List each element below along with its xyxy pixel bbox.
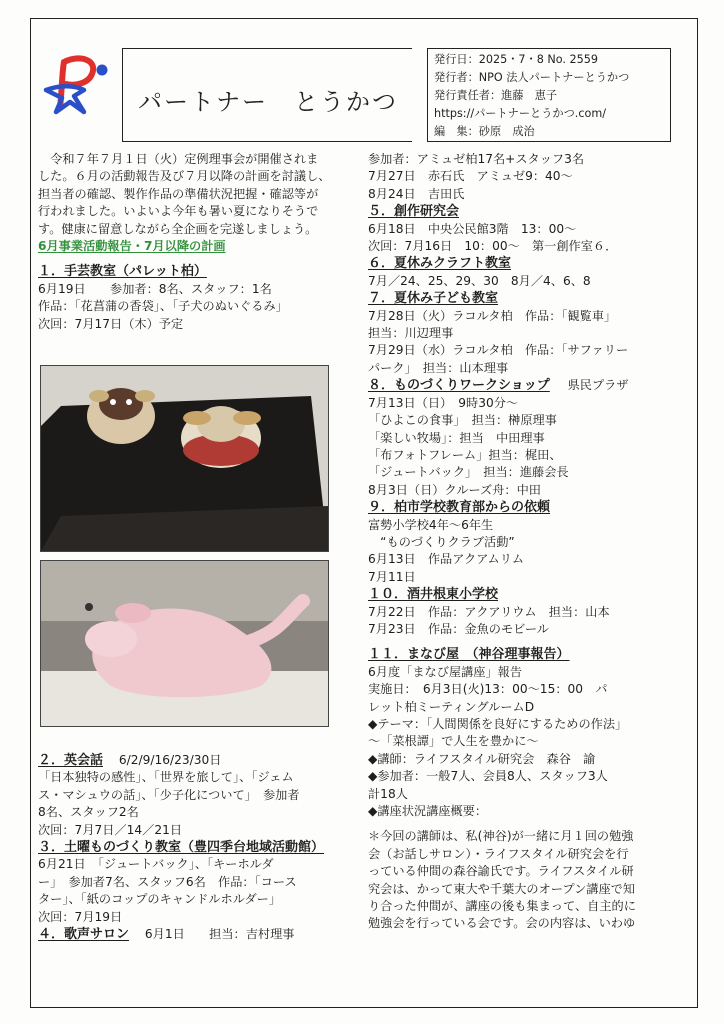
section-10-line: 7月22日 作品：アクアリウム 担当：山本 [368, 604, 610, 619]
section-11-line: 実施日： 6月3日(火)13：00～15：00 パ [368, 682, 608, 697]
section-10-heading: １０．酒井根東小学校 [368, 587, 499, 603]
section-8-line: 7月13日（日） 9時30分～ [368, 395, 519, 410]
website-url: https://パートナーとうかつ.com/ [434, 107, 607, 120]
section-1-line: 作品：「花菖蒲の香袋」、「子犬のぬいぐるみ」 [38, 299, 288, 314]
section-7-line: 7月28日（火）ラコルタ柏 作品：「観覧車」 [368, 308, 617, 323]
section-3-line: ター」、「紙のコップのキャンドルホルダー」 [38, 892, 282, 907]
section-8-line: 「楽しい牧場」：担当 中田理事 [368, 430, 545, 445]
left-column [38, 151, 356, 333]
section-3-line: 次回：7月19日 [38, 909, 123, 924]
section-11-line: ◆参加者：一般7人、会員8人、スタッフ3人 [368, 769, 608, 784]
continued-line: 8月24日 吉田氏 [368, 186, 465, 201]
right-column [368, 151, 668, 933]
section-11-line: レット柏ミーティングルームD [368, 699, 535, 714]
section-11-heading: １１．まなび屋 （神谷理事報告） [368, 647, 570, 663]
section-11-line: ◆講師：ライフスタイル研究会 森谷 諭 [368, 751, 596, 766]
section-8-line: 「ひよこの食事」 担当：榊原理事 [368, 413, 557, 428]
intro-line: 令和７年７月１日（火）定例理事会が開催されま [50, 152, 319, 166]
section-11-line: ～「菜根譚」で人生を豊かに～ [368, 734, 539, 749]
section-11-line: ◆講座状況講座概要： [368, 804, 488, 819]
section-3-heading: ３．土曜ものづくり教室（豊四季台地域活動館） [38, 840, 325, 856]
section-3-line: ー」 参加者7名、スタッフ6名 作品：「コース [38, 874, 297, 889]
section-9-line: 富勢小学校4年～6年生 [368, 517, 494, 532]
section-1-line: 次回：7月17日（木）予定 [38, 316, 184, 331]
section-8-heading: ８．ものづくりワークショップ [368, 378, 550, 394]
section-2-line: ス・マシュウの話」、「少子化について」 参加者 [38, 787, 300, 802]
partner-logo [40, 50, 118, 120]
editor: 編 集：砂原 成治 [434, 125, 535, 138]
note-line: り合った仲間が、講座の後も集まって、自主的に [368, 899, 636, 914]
section-8-line: 「布フォトフレーム」担当：梶田、 [368, 447, 562, 462]
section-8-place: 県民プラザ [567, 378, 629, 393]
intro-line: す。健康に留意しながら全企画を完遂しましょう。 [38, 221, 318, 236]
section-5-line: 6月18日 中央公民館3階 13：00～ [368, 221, 577, 236]
continued-line: 7月27日 赤石氏 アミュゼ9：40～ [368, 169, 573, 184]
note-line: っている仲間の森谷諭氏です。ライフスタイル研 [368, 864, 634, 879]
section-5-heading: ５．創作研究会 [368, 204, 460, 220]
section-6-line: 7月／24、25、29、30 8月／4、6、8 [368, 273, 591, 288]
note-line: ＊今回の講師は、私(神谷)が一緒に月１回の勉強 [368, 829, 634, 844]
note-line: 究会は、かって東大や千葉大のオープン講座で知 [368, 881, 636, 896]
section-5-line: 次回：7月16日 10：00～ 第一創作室６． [368, 239, 618, 254]
publication-info [427, 48, 671, 142]
section-7-line: パーク」 担当：山本理事 [368, 360, 509, 375]
section-10-line: 7月23日 作品：金魚のモビール [368, 621, 549, 636]
section-9-line: 7月11日 [368, 569, 416, 584]
section-3-line: 6月21日 「ジュートバック」、「キーホルダ [38, 857, 274, 872]
section-6-heading: ６．夏休みクラフト教室 [368, 256, 512, 272]
newsletter-title: パートナー とうかつ [138, 88, 398, 116]
section-1-heading: １．手芸教室（パレット柏） [38, 264, 207, 280]
section-11-line: 計18人 [368, 786, 408, 801]
responsible-person: 発行責任者：進藤 恵子 [434, 89, 558, 102]
section-7-heading: ７．夏休み子ども教室 [368, 291, 499, 307]
section-2-line: 「日本独特の感性」、「世界を旅して」、「ジェム [38, 770, 294, 785]
issue-date: 発行日：2025・7・8 No. 2559 [434, 53, 598, 66]
publisher: 発行者：NPO 法人パートナーとうかつ [434, 71, 630, 84]
section-11-line: 6月度「まなび屋講座」報告 [368, 664, 523, 679]
section-2-dates: 6/2/9/16/23/30日 [118, 753, 222, 767]
left-column-lower [38, 752, 356, 943]
section-1-line: 6月19日 参加者：8名、スタッフ：1名 [38, 281, 272, 296]
section-2-heading: ２．英会話 [38, 753, 104, 768]
section-8-line: 8月3日（日）クルーズ舟：中田 [368, 482, 541, 497]
section-7-line: 担当：川辺理事 [368, 326, 454, 341]
note-line: 勉強会を行っている会です。会の内容は、いわゆ [368, 916, 636, 931]
section-7-line: 7月29日（水）ラコルタ柏 作品：「サファリー [368, 343, 629, 358]
intro-line: 行われました。いよいよ今年も暑い夏になりそうで [38, 204, 319, 219]
section-4-heading: ４．歌声サロン [38, 927, 130, 943]
intro-line: した。６月の活動報告及び７月以降の計画を討議し、 [38, 169, 331, 184]
section-2-line: 8名、スタッフ2名 [38, 805, 139, 820]
craft-photo-pouches [40, 365, 329, 552]
continued-line: 参加者：アミュゼ柏17名+スタッフ3名 [368, 152, 585, 166]
intro-line: 担当者の確認、製作作品の準備状況把握・確認等が [38, 186, 319, 201]
section-9-line: 6月13日 作品アクアムリム [368, 552, 525, 567]
report-section-heading: 6月事業活動報告・7月以降の計画 [38, 239, 226, 254]
section-2-line: 次回：7月7日／14／21日 [38, 822, 183, 837]
section-8-line: 「ジュートバック」 担当：進藤会長 [368, 465, 569, 480]
note-line: 会（お話しサロン）・ライフスタイル研究会を行 [368, 846, 629, 861]
section-4-line: 6月1日 担当：吉村理事 [144, 927, 295, 942]
section-9-heading: ９．柏市学校教育部からの依頼 [368, 500, 551, 516]
section-9-line: “ものづくりクラブ活動” [368, 534, 515, 549]
craft-photo-plush-dog [40, 560, 329, 727]
section-11-line: ◆テーマ：「人間関係を良好にするための作法」 [368, 717, 628, 731]
